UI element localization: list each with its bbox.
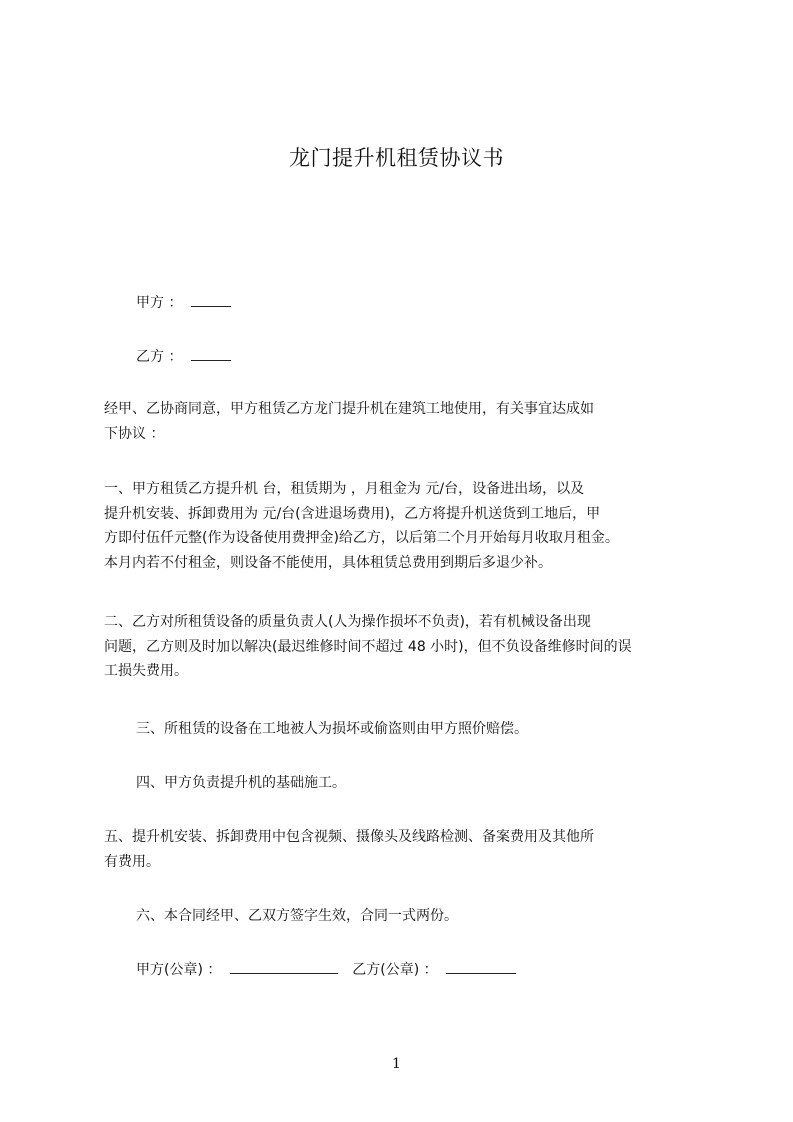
clause-1-line: 一、甲方租赁乙方提升机 台，租赁期为 ，月租金为 元/台，设备进出场，以及 (104, 481, 585, 497)
intro-paragraph (104, 397, 700, 446)
signature-line (136, 959, 516, 979)
clause-3: 三、所租赁的设备在工地被人为损坏或偷盗则由甲方照价赔偿。 (136, 721, 528, 737)
clause-6: 六、本合同经甲、乙双方签字生效，合同一式两份。 (136, 908, 458, 924)
intro-line: 下协议 ： (104, 425, 165, 442)
document-title: 龙门提升机租赁协议书 (289, 146, 504, 170)
clause-1-line: 提升机安装、拆卸费用为 元/台(含进退场费用)，乙方将提升机送货到工地后，甲 (104, 505, 601, 522)
party-a-seal-label: 甲方(公章) ： (136, 962, 222, 978)
party-b-seal-blank (446, 959, 516, 974)
clause-1-paragraph (104, 477, 700, 575)
clause-5-line: 有费用。 (104, 853, 160, 870)
clause-2-line: 问题，乙方则及时加以解决(最迟维修时间不超过 48 小时)，但不负设备维修时间的误 (104, 638, 632, 655)
clause-5-line: 五、提升机安装、拆卸费用中包含视频、摄像头及线路检测、备案费用及其他所 (104, 829, 594, 845)
party-b-label: 乙方 ： (136, 349, 183, 365)
clause-1-line: 方即付伍仟元整(作为设备使用费押金)给乙方，以后第二个月开始每月收取月租金。 (104, 530, 619, 546)
clause-2-line: 二、乙方对所租赁设备的质量负责人(人为操作损坏不负责)，若有机械设备出现 (104, 614, 591, 630)
party-b-blank (191, 346, 231, 361)
clause-2-paragraph (104, 610, 700, 684)
clause-1-line: 本月内若不付租金，则设备不能使用，具体租赁总费用到期后多退少补。 (104, 554, 552, 571)
page-number: 1 (392, 1056, 401, 1072)
intro-line: 经甲、乙协商同意，甲方租赁乙方龙门提升机在建筑工地使用，有关事宜达成如 (104, 401, 594, 417)
party-a-seal-blank (230, 959, 338, 974)
party-b-line (136, 346, 231, 366)
party-a-blank (191, 292, 231, 307)
party-b-seal-label: 乙方(公章) ： (352, 962, 438, 978)
clause-2-line: 工损失费用。 (104, 663, 188, 679)
clause-5-paragraph (104, 825, 700, 874)
clause-4: 四、甲方负责提升机的基础施工。 (136, 775, 346, 791)
party-a-label: 甲方 ： (136, 295, 183, 311)
party-a-line (136, 292, 231, 312)
